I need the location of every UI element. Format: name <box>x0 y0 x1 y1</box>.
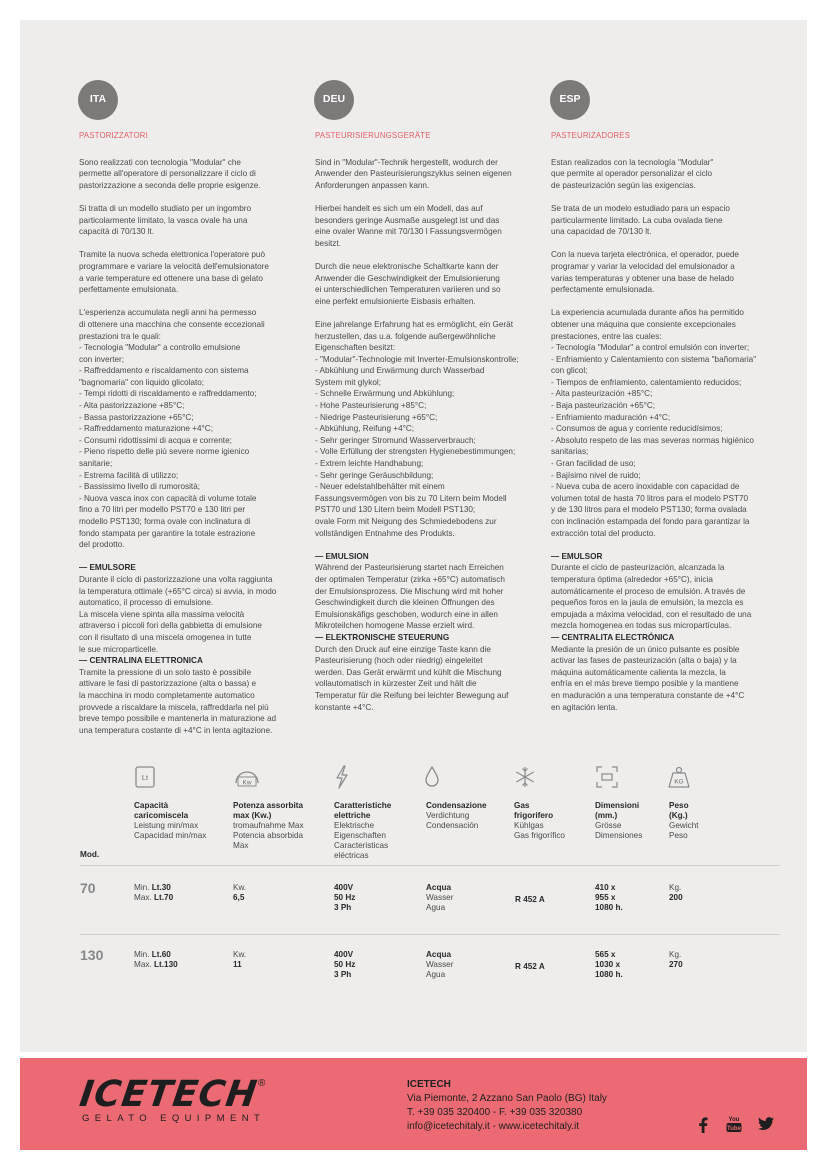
kg-icon-text: KG <box>674 778 684 786</box>
section-title-deu: PASTEURISIERUNGSGERÄTE <box>315 131 431 140</box>
model-number: 70 <box>80 880 96 896</box>
paragraph: Durante el ciclo de pasteurización, alcanzada la temperatura óptima (alrededor +65°C), inicia automáticamente el proceso de emulsión. A través de pequeños foros en la jaula de emulsión, la mezcla es empujada a máxima velocidad, con el resultado de una mezcla homogenea en todas sus micropartículas. <box>551 563 752 631</box>
youtube-icon[interactable] <box>726 1115 742 1138</box>
section-title-esp: PASTEURIZADORES <box>551 131 631 140</box>
lightning-icon <box>332 765 358 791</box>
header-condensazione: Condensazione Verdichtung Condensación <box>426 801 487 830</box>
header-caratteristiche: Caratteristiche elettriche Elektrische Eigenschaften Caracteristicas eléctricas <box>334 801 392 860</box>
header-gas: Gas frigorifero Kühlgas Gas frigorífico <box>514 801 565 840</box>
electrical-value: 400V 50 Hz 3 Ph <box>334 950 356 979</box>
paragraph: Durante il ciclo di pastorizzazione una volta raggiunta la temperatura ottimale (+65°C circa) si avvia, in modo automatico, il processo di emulsione. La miscela viene spinta alla massima velocità attraverso i piccoli fori della gabbietta di emulsione con il risultato di una miscela omogenea in tutte le sue microparticelle. <box>79 574 277 654</box>
litre-capacity-icon <box>134 765 160 791</box>
subheading-emulsore: — EMULSORE <box>79 563 136 573</box>
subheading-emulsor: — EMULSOR <box>551 551 603 561</box>
page-background: ITA PASTORIZZATORI Sono realizzati con tecnologia "Modular" che permette all'operatore di personalizzare il ciclo di pastorizzazione a seconda delle proprie esigenze. Si tratta di un modello studiato per un ingombro particolarmente limitato, la vasca ovale ha una capacità di 70/130 lt. Tramite la nuova scheda elettronica l'operatore può programmare e variare la velocità dell'emulsionatore a varie temperature ed ottenere una base di gelato perfettamente emulsionata. L'esperienza accumulata negli anni ha permesso di ottenere una macchina che consente eccezionali prestazioni tra le quali: - Tecnologia "Modular" a controllo emulsione con inverter; - Raffreddamento e riscaldamento con sistema "bagnomaria" con liquido glicolato; - Tempi ridotti di riscaldamento e raffreddamento; - Alta pastorizzazione +85°C; - Bassa pastorizzazione +65°C; - Raffreddamento maturazione +4°C; - Consumi ridottissimi di acqua e corrente; - Pieno rispetto delle più severe norme igienico sanitarie; - Estrema facilità di utilizzo; - Bassissimo livello di rumorosità; - Nuova vasca inox con capacità di volume totale fino a 70 litri per modello PST70 e 130 litri per modello PST130; forma ovale con inclinatura di fondo stampata per garantire la totale estrazione del prodotto. — EMULSORE Durante il ciclo di pastorizzazione una volta raggiunta la temperatura ottimale (+65°C circa) si avvia, in modo automatico, il processo di emulsione. La miscela viene spinta alla massima velocità attraverso i piccoli fori della gabbietta di emulsione con il risultato di una miscela omogenea in tutte le sue microparticelle. — CENTRALINA ELETTRONICA Tramite la pressione di un solo tasto è possibile attivare le fasi di pastorizzazione (alta o bassa) e la macchina in modo completamente automatico provvede a riscaldare la miscela, raffreddarla nel più breve tempo possibile e mantenerla in maturazione ad una temperatura costante di +4°C in lenta agitazione. DEU PASTEURISIERUNGSGERÄTE Sind in "Modular"-Technik hergestellt, wodurch der Anwender den Pasteurisierungszyklus seinen eigenen Anforderungen anpassen kann. Hierbei handelt es sich um ein Modell, das auf besonders geringe Ausmaße ausgelegt ist und das eine ovaler Wanne mit 70/130 l Fassungsvermögen besitzt. Durch die neue elektronische Schaltkarte kann der Anwender die Geschwindigkeit der Emulsionierung ei unterschiedlichen Temperaturen variieren und so eine perfekt emulsionierte Eisbasis erhalten. Eine jahrelange Erfahrung hat es ermöglicht, ein Gerät herzustellen, das u.a. folgende außergewöhnliche Eigenschaften besitzt: - "Modular"-Technologie mit Inverter-Emulsionskontrolle; - Abkühlung und Erwärmung durch Wasserbad System mit glykol; - Schnelle Erwärmung und Abkühlung; - Hohe Pasteurisierung +85°C; - Niedrige Pasteurisierung +65°C; - Abkühlung, Reifung +4°C; - Sehr geringer Stromund Wasserverbrauch; - Volle Erfüllung der strengsten Hygienebestimmungen; - Extrem leichte Handhabung; - Sehr geringe Geräuschbildung; - Neuer edelstahlbehälter mit einem Fassungsvermögen von bis zu 70 Litern beim Modell PST70 und 130 Litern beim Modell PST130; ovale Form mit Neigung des Schmiedebodens zur vollständigen Entnahme des Produkts. — EMULSION Während der Pasteurisierung startet nach Erreichen der optimalen Temperatur (zirka +65°C) automatisch der Emulsionsprozess. Die Mischung wird mit hoher Geschwindigkeit durch die kleinen Öffnungen des Emulsionskäfigs geschoben, wodurch eine in allen Mikroteilchen homogene Masse erzielt wird. — ELEKTRONISCHE STEUERUNG Durch den Druck auf eine einzige Taste kann die Pasteurisierung (hoch oder niedrig) eingeleitet werden. Das Gerät erwärmt und kühlt die Mischung vollautomatisch in kürzester Zeit und hält die Temperatur für die Reifung bei leichter Bewegung auf konstante +4°C. ESP PASTEURIZADORES Estan realizados con la tecnología "Modular" que permite al operador personalizar el ciclo de pasteurización según las exigencias. Se trata de un modelo estudiado para un espacio particularmente limitado. La cuba ovalada tiene una capacidad de 70/130 lt. Con la nueva tarjeta electrónica, el operador, puede programar y variar la velocidad del emulsionador a varias temperaturas y obtener una base de helado perfectamente emulsionada. La experiencia acumulada durante años ha permitido obtener una máquina que consiente excepcionales prestaciones, entre las cuales: - Tecnología "Modular" a control emulsión con inverter; - Enfriamiento y Calentamiento con sistema "bañomaria" con glicol; - Tiempos de enfriamiento, calentamiento reducidos; - Alta pasteurización +85°C; - Baja pasteurización +65°C; - Enfriamiento maduración +4°C; - Consumos de agua y corriente reducidísimos; - Absoluto respeto de las mas severas normas higiénico sanitarias; - Gran facilidad de uso; - Bajísimo nivel de ruido; - Nueva cuba de acero inoxidable con capacidad de volumen total de hasta 70 litros para el modelo PST70 y de 130 litros para el modelo PST130; forma ovalada con inclinación estampada del fondo para garantizar la extracción total del producto. — EMULSOR Durante el ciclo de pasteurización, alcanzada la temperatura óptima (alrededor +65°C), inicia automáticamente el proceso de emulsión. A través de pequeños foros en la jaula de emulsión, la mezcla es empujada a máxima velocidad, con el resultado de una mezcla homogenea en todas sus micropartículas. — CENTRALITA ELECTRÓNICA Mediante la presión de un único pulsante es posible activar las fases de pasteurización (alta o baja) y la máquina automáticamente calienta la mezcla, la enfría en el más breve tiempo posible y la mantiene en maduración a una temperatura constante de +4°C en agitación lenta. Lt Kw KG Capacità caricomiscela Leistung min/max Capacidad min/max Potenza assorbita max (Kw.) tromaufnahme Max Potencia absorbida Max Caratteristiche elettriche Elektrische Eigenschaften Caracteristicas eléctricas Condensazione Verdichtung Condensación Gas frigorifero Kühlgas Gas frigorífico Dimensioni (mm.) Grösse Dimensiones Peso (Kg.) Gewicht Peso Mod. 70 Min. Lt.30 Max. Lt.70 Kw. 6,5 400V 50 Hz 3 Ph Acqua Wasser Agua R 452 A 410 x 955 x 1080 h. Kg. 200 130 Min. Lt.60 Max. Lt.130 Kw. 11 400V 50 Hz 3 Ph Acqua Wasser Agua R 452 A 565 x 1030 x 1080 h. Kg. 270 <box>20 20 807 1052</box>
water-drop-icon <box>422 765 448 791</box>
section-title-ita: PASTORIZZATORI <box>79 131 148 140</box>
dimensions-value: 410 x 955 x 1080 h. <box>595 883 623 912</box>
feature-list: Eine jahrelange Erfahrung hat es ermöglicht, ein Gerät herzustellen, das u.a. folgende außergewöhnliche Eigenschaften besitzt: - "Modular"-Technologie mit Inverter-Emulsionskontrolle; - Abkühlung und Erwärmung durch Wasserbad System mit glykol; - Schnelle Erwärmung und Abkühlung; - Hohe Pasteurisierung +85°C; - Niedrige Pasteurisierung +65°C; - Abkühlung, Reifung +4°C; - Sehr geringer Stromund Wasserverbrauch; - Volle Erfüllung der strengsten Hygienebestimmungen; - Extrem leichte Handhabung; - Sehr geringe Geräuschbildung; - Neuer edelstahlbehälter mit einem Fassungsvermögen von bis zu 70 Litern beim Modell PST70 und 130 Litern beim Modell PST130; ovale Form mit Neigung des Schmiedebodens zur vollständigen Entnahme des Produkts. <box>315 319 519 538</box>
paragraph: Tramite la pressione di un solo tasto è possibile attivare le fasi di pastorizzazione (alta o bassa) e la macchina in modo completamente automatico provvede a riscaldare la miscela, raffreddarla nel più breve tempo possibile e mantenerla in maturazione ad una temperatura costante di +4°C in lenta agitazione. <box>79 667 277 735</box>
header-peso: Peso (Kg.) Gewicht Peso <box>669 801 699 840</box>
litre-icon-text: Lt <box>141 773 149 782</box>
header-dimensioni: Dimensioni (mm.) Grösse Dimensiones <box>595 801 643 840</box>
paragraph: Durch die neue elektronische Schaltkarte kann der Anwender die Geschwindigkeit der Emulsionierung ei unterschiedlichen Temperaturen variieren und so eine perfekt emulsionierte Eisbasis erhalten. <box>315 261 501 306</box>
subheading-centralina: — CENTRALINA ELETTRONICA <box>79 656 203 666</box>
youtube-tube-text: Tube <box>727 1126 741 1132</box>
divider <box>80 865 780 866</box>
snowflake-icon <box>513 765 539 791</box>
logo-tagline: GELATO EQUIPMENT <box>82 1113 266 1124</box>
subheading-emulsion: — EMULSION <box>315 551 369 561</box>
dimensions-value: 565 x 1030 x 1080 h. <box>595 950 623 979</box>
logo-wordmark: ICETECH <box>77 1074 260 1115</box>
phone: T. +39 035 320400 - F. +39 035 320380 <box>407 1107 583 1118</box>
kw-power-icon <box>233 765 259 791</box>
electrical-value: 400V 50 Hz 3 Ph <box>334 883 356 912</box>
paragraph: Mediante la presión de un único pulsante es posible activar las fases de pasteurización (alta o baja) y la máquina automáticamente calienta la mezcla, la enfría en el más breve tiempo posible y la mantiene en maduración a una temperatura constante de +4°C en agitación lenta. <box>551 644 745 712</box>
paragraph: Durch den Druck auf eine einzige Taste kann die Pasteurisierung (hoch oder niedrig) eingeleitet werden. Das Gerät erwärmt und kühlt die Mischung vollautomatisch in kürzester Zeit und hält die Temperatur für die Reifung bei leichter Bewegung auf konstante +4°C. <box>315 644 509 712</box>
column-esp <box>551 80 776 725</box>
company-name: ICETECH <box>407 1079 451 1090</box>
header-potenza: Potenza assorbita max (Kw.) tromaufnahme Max Potencia absorbida Max <box>233 801 304 850</box>
column-deu <box>315 80 535 725</box>
paragraph: Während der Pasteurisierung startet nach Erreichen der optimalen Temperatur (zirka +65°C) automatisch der Emulsionsprozess. Die Mischung wird mit hoher Geschwindigkeit durch die kleinen Öffnungen des Emulsionskäfigs geschoben, wodurch eine in allen Mikroteilchen homogene Masse erzielt wird. <box>315 563 505 631</box>
subheading-centralita: — CENTRALITA ELECTRÓNICA <box>551 632 675 642</box>
paragraph: Se trata de un modelo estudiado para un espacio particularmente limitado. La cuba ovalada tiene una capacidad de 70/130 lt. <box>551 203 730 237</box>
feature-list: La experiencia acumulada durante años ha permitido obtener una máquina que consiente excepcionales prestaciones, entre las cuales: - Tecnología "Modular" a control emulsión con inverter; - Enfriamiento y Calentamiento con sistema "bañomaria" con glicol; - Tiempos de enfriamiento, calentamiento reducidos; - Alta pasteurización +85°C; - Baja pasteurización +65°C; - Enfriamiento maduración +4°C; - Consumos de agua y corriente reducidísimos; - Absoluto respeto de las mas severas normas higiénico sanitarias; - Gran facilidad de uso; - Bajísimo nivel de ruido; - Nueva cuba de acero inoxidable con capacidad de volumen total de hasta 70 litros para el modelo PST70 y de 130 litros para el modelo PST130; forma ovalada con inclinación estampada del fondo para garantizar la extracción total del producto. <box>551 308 757 538</box>
contact-block <box>407 1078 607 1134</box>
lang-badge-ita: ITA <box>78 80 118 120</box>
web-email-link[interactable]: info@icetechitaly.it - www.icetechitaly.it <box>407 1121 580 1132</box>
header-capacita: Capacità caricomiscela Leistung min/max Capacidad min/max <box>134 801 207 840</box>
paragraph: Tramite la nuova scheda elettronica l'operatore può programmare e variare la velocità dell'emulsionatore a varie temperature ed ottenere una base di gelato perfettamente emulsionata. <box>79 250 269 295</box>
mod-label: Mod. <box>80 850 100 859</box>
paragraph: Si tratta di un modello studiato per un ingombro particolarmente limitato, la vasca ovale ha una capacità di 70/130 lt. <box>79 203 252 237</box>
paragraph: Sono realizzati con tecnologia "Modular" che permette all'operatore di personalizzare il ciclo di pastorizzazione a seconda delle proprie esigenze. <box>79 157 261 190</box>
paragraph: Con la nueva tarjeta electrónica, el operador, puede programar y variar la velocidad del emulsionador a varias temperaturas y obtener una base de helado perfectamente emulsionada. <box>551 250 739 295</box>
model-number: 130 <box>80 947 104 963</box>
column-ita <box>79 80 299 748</box>
dimensions-icon <box>595 765 621 791</box>
registered-mark: ® <box>258 1078 266 1089</box>
address: Via Piemonte, 2 Azzano San Paolo (BG) Italy <box>407 1093 607 1104</box>
twitter-icon[interactable] <box>758 1117 774 1136</box>
lang-badge-deu: DEU <box>314 80 354 120</box>
gas-value: R 452 A <box>515 962 545 971</box>
kw-icon-text: Kw <box>242 779 252 787</box>
gas-value: R 452 A <box>515 895 545 904</box>
divider <box>80 934 780 935</box>
feature-list: L'esperienza accumulata negli anni ha permesso di ottenere una macchina che consente eccezionali prestazioni tra le quali: - Tecnologia "Modular" a controllo emulsione con inverter; - Raffreddamento e riscaldamento con sistema "bagnomaria" con liquido glicolato; - Tempi ridotti di riscaldamento e raffreddamento; - Alta pastorizzazione +85°C; - Bassa pastorizzazione +65°C; - Raffreddamento maturazione +4°C; - Consumi ridottissimi di acqua e corrente; - Pieno rispetto delle più severe norme igienico sanitarie; - Estrema facilità di utilizzo; - Bassissimo livello di rumorosità; - Nuova vasca inox con capacità di volume totale fino a 70 litri per modello PST70 e 130 litri per modello PST130; forma ovale con inclinatura di fondo stampata per garantire la totale estrazione del prodotto. <box>79 308 265 550</box>
paragraph: Hierbei handelt es sich um ein Modell, das auf besonders geringe Ausmaße ausgelegt ist und das eine ovaler Wanne mit 70/130 l Fassungsvermögen besitzt. <box>315 203 502 248</box>
paragraph: Sind in "Modular"-Technik hergestellt, wodurch der Anwender den Pasteurisierungszyklus seinen eigenen Anforderungen anpassen kann. <box>315 157 512 190</box>
footer-band <box>20 1058 807 1150</box>
subheading-steuerung: — ELEKTRONISCHE STEUERUNG <box>315 632 450 642</box>
youtube-you-text: You <box>728 1117 740 1123</box>
weight-kg-icon <box>667 765 693 791</box>
paragraph: Estan realizados con la tecnología "Modular" que permite al operador personalizar el ciclo de pasteurización según las exigencias. <box>551 157 714 190</box>
icetech-logo <box>77 1074 266 1124</box>
facebook-icon[interactable] <box>698 1117 708 1138</box>
lang-badge-esp: ESP <box>550 80 590 120</box>
